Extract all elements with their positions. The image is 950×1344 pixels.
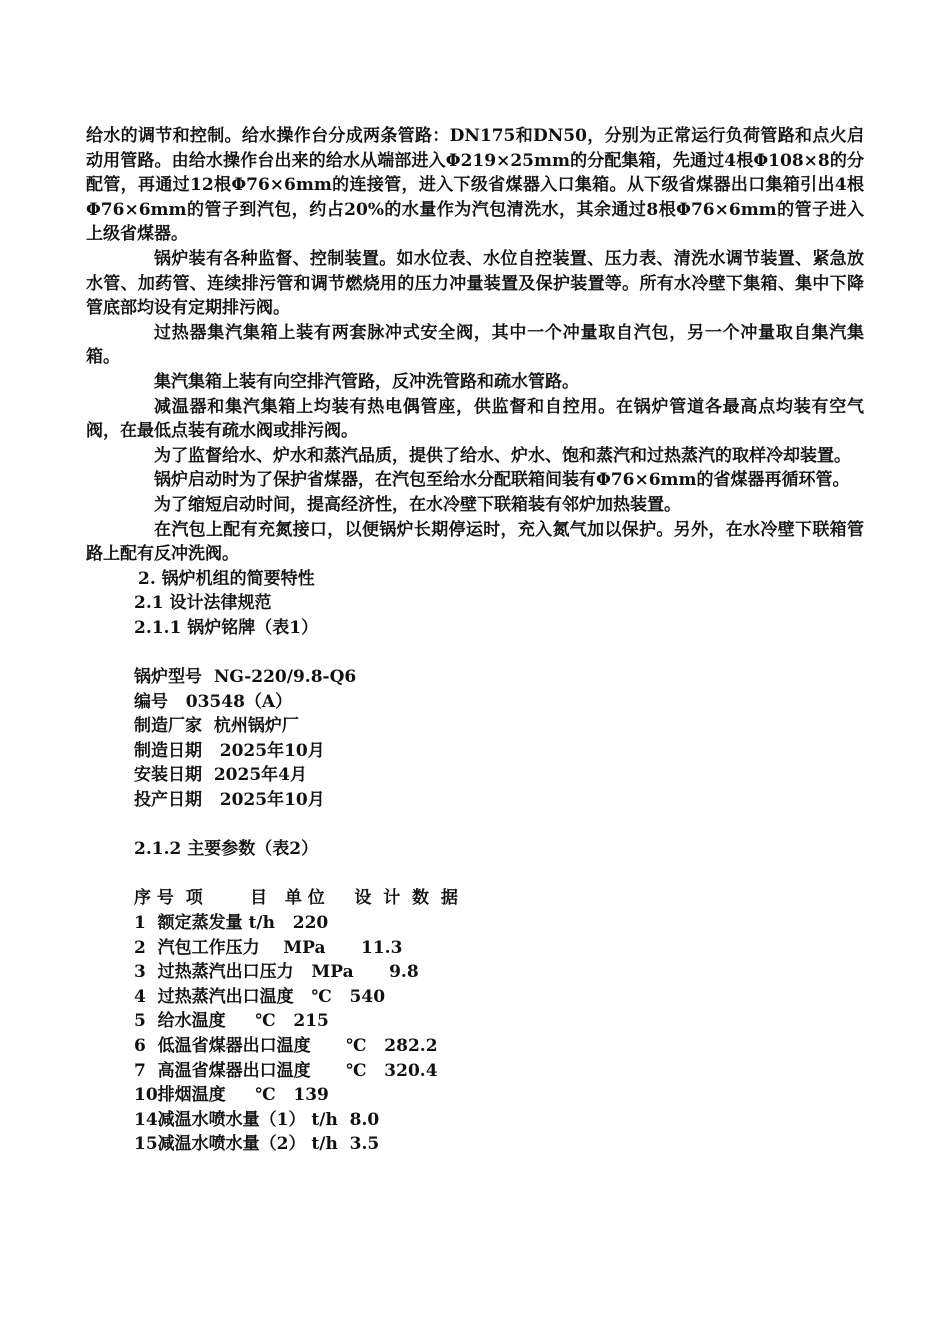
table-row: 10排烟温度 ℃ 139 xyxy=(134,1085,329,1106)
nameplate-line: 制造日期 2025年10月 xyxy=(134,740,325,761)
table-row: 4 过热蒸汽出口温度 ℃ 540 xyxy=(134,986,386,1007)
nameplate-line: 投产日期 2025年10月 xyxy=(134,790,325,811)
paragraph-nitrogen: 在汽包上配有充氮接口，以便锅炉长期停运时，充入氮气加以保护。另外，在水冷壁下联箱管路上配有反冲洗阀。 xyxy=(86,519,864,565)
table-row: 1 额定蒸发量 t/h 220 xyxy=(134,913,329,933)
paragraph-safety-valves: 过热器集汽集箱上装有两套脉冲式安全阀，其中一个冲量取自汽包，另一个冲量取自集汽集箱。 xyxy=(86,322,864,368)
nameplate-line: 制造厂家 杭州锅炉厂 xyxy=(134,716,299,737)
nameplate-line: 锅炉型号 NG-220/9.8-Q6 xyxy=(134,667,357,688)
nameplate-line: 编号 03548（A） xyxy=(134,691,293,712)
subsection-heading: 2.1 设计法律规范 xyxy=(134,593,272,614)
table-header: 序 号 项 目 单 位 设 计 数 据 xyxy=(134,888,458,909)
table-row: 14减温水喷水量（1） t/h 8.0 xyxy=(134,1109,380,1130)
paragraph-recirculation: 锅炉启动时为了保护省煤器，在汽包至给水分配联箱间装有Φ76×6mm的省煤器再循环管。 xyxy=(154,470,850,491)
paragraph-thermocouples: 减温器和集汽集箱上均装有热电偶管座，供监督和自控用。在锅炉管道各最高点均装有空气阀，在最低点装有疏水阀或排污阀。 xyxy=(86,396,864,442)
paragraph-vent-pipes: 集汽集箱上装有向空排汽管路，反冲洗管路和疏水管路。 xyxy=(154,371,579,392)
section-heading: 2. 锅炉机组的简要特性 xyxy=(138,568,315,589)
parameters-heading: 2.1.2 主要参数（表2） xyxy=(134,839,319,860)
paragraph-monitoring-devices: 锅炉装有各种监督、控制装置。如水位表、水位自控装置、压力表、清洗水调节装置、紧急放水管、加药管、连续排污管和调节燃烧用的压力冲量装置及保护装置等。所有水冷壁下集箱、集中下降管底部均设有定期排污阀。 xyxy=(86,248,864,319)
paragraph-heating: 为了缩短启动时间，提高经济性，在水冷壁下联箱装有邻炉加热装置。 xyxy=(154,494,681,515)
paragraph-feedwater: 给水的调节和控制。给水操作台分成两条管路：DN175和DN50，分别为正常运行负荷管路和点火启动用管路。由给水操作台出来的给水从端部进入Φ219×25mm的分配集箱，先通过4根Φ108×8的分配管，再通过12根Φ76×6mm的连接管，进入下级省煤器入口集箱。从下级省煤器出口集箱引出4根Φ76×6mm的管子到汽包，约占20%的水量作为汽包清洗水，其余通过8根Φ76×6mm的管子进入上级省煤器。 xyxy=(86,126,864,245)
table-row: 7 高温省煤器出口温度 ℃ 320.4 xyxy=(134,1060,438,1081)
nameplate-list xyxy=(86,665,864,813)
document-page xyxy=(86,124,864,1157)
table-row: 6 低温省煤器出口温度 ℃ 282.2 xyxy=(134,1035,438,1056)
parameters-table xyxy=(86,886,864,1157)
table-row: 15减温水喷水量（2） t/h 3.5 xyxy=(134,1134,380,1155)
paragraph-sampling: 为了监督给水、炉水和蒸汽品质，提供了给水、炉水、饱和蒸汽和过热蒸汽的取样冷却装置。 xyxy=(154,445,851,466)
nameplate-line: 安装日期 2025年4月 xyxy=(134,765,307,786)
nameplate-heading: 2.1.1 锅炉铭牌（表1） xyxy=(134,617,319,638)
table-row: 5 给水温度 ℃ 215 xyxy=(134,1011,329,1032)
table-row: 3 过热蒸汽出口压力 MPa 9.8 xyxy=(134,962,419,983)
table-row: 2 汽包工作压力 MPa 11.3 xyxy=(134,937,403,958)
